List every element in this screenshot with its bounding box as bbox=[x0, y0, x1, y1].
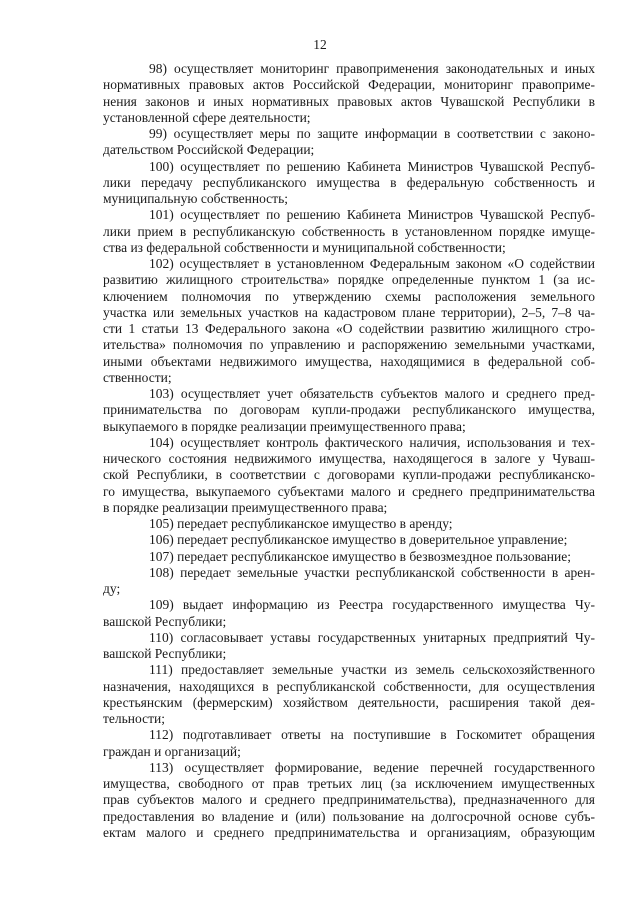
text-line: 107) передает республиканское имущество в безвозмездное пользование; bbox=[149, 548, 571, 564]
paragraph bbox=[103, 256, 595, 386]
text-line: нического состояния недвижимого имущества, находящегося в залоге у Чуваш- bbox=[103, 451, 595, 466]
text-line: иными объектами недвижимого имущества, находящимися в федеральной соб- bbox=[103, 353, 595, 369]
text-line: лики передачу республиканского имущества в федеральную собственность и bbox=[103, 174, 595, 190]
text-line: развитию жилищного строительства» порядке определенные пунктом 1 (за ис- bbox=[103, 272, 595, 288]
text-line: выкупаемого в порядке реализации преимущественного права; bbox=[103, 418, 466, 434]
text-line: 111) предоставляет земельные участки из земель сельскохозяйственного bbox=[149, 662, 595, 678]
text-line: 104) осуществляет контроль фактического наличия, использования и тех- bbox=[149, 434, 595, 450]
text-line: 103) осуществляет учет обязательств субъектов малого и среднего пред- bbox=[149, 386, 595, 401]
document-body bbox=[103, 61, 595, 841]
text-line: сти 1 статьи 13 Федерального закона «О содействии развитию жилищного стро- bbox=[103, 321, 595, 336]
text-line: ектам малого и среднего предпринимательства и организациям, образующим bbox=[103, 824, 595, 840]
text-line: ду; bbox=[103, 581, 121, 596]
text-line: нения законов и иных нормативных правовых актов Чувашской Республики в bbox=[103, 93, 595, 109]
paragraph bbox=[103, 630, 595, 663]
text-line: 112) подготавливает ответы на поступившие в Госкомитет обращения bbox=[149, 727, 595, 743]
text-line: вашской Республики; bbox=[103, 646, 227, 661]
text-line: имущества, свободного от прав третьих лиц (за исключением имущественных bbox=[103, 776, 595, 791]
text-line: прав субъектов малого и среднего предпринимательства), предназначенного для bbox=[103, 792, 595, 808]
paragraph bbox=[103, 662, 595, 727]
paragraph bbox=[103, 565, 595, 598]
text-line: 101) осуществляет по решению Кабинета Министров Чувашской Респуб- bbox=[149, 207, 595, 223]
text-line: ственности; bbox=[103, 369, 172, 385]
text-line: 108) передает земельные участки республиканской собственности в арен- bbox=[149, 564, 595, 580]
text-line: 100) осуществляет по решению Кабинета Министров Чувашской Респуб- bbox=[149, 158, 595, 174]
text-line: тельности; bbox=[103, 711, 165, 726]
text-line: 102) осуществляет в установленном Федеральным законом «О содействии bbox=[149, 256, 595, 271]
paragraph bbox=[103, 760, 595, 841]
text-line: лики прием в республиканскую собственность в установленном порядке имуще- bbox=[103, 223, 595, 239]
text-line: вашской Республики; bbox=[103, 613, 227, 629]
text-line: крестьянским (фермерским) хозяйством деятельности, расширения такой дея- bbox=[103, 694, 595, 710]
paragraph bbox=[103, 516, 595, 532]
paragraph bbox=[103, 597, 595, 630]
text-line: го имущества, выкупаемого субъектами малого и среднего предпринимательства bbox=[103, 483, 595, 499]
text-line: принимательства по договорам купли-продажи республиканского имущества, bbox=[103, 402, 595, 418]
text-line: ской Республики, в соответствии с договорами купли-продажи республиканско- bbox=[103, 467, 595, 483]
text-line: установленной сфере деятельности; bbox=[103, 109, 311, 125]
text-line: 105) передает республиканское имущество в аренду; bbox=[149, 516, 453, 531]
text-line: 98) осуществляет мониторинг правоприменения законодательных и иных bbox=[149, 61, 595, 76]
paragraph bbox=[103, 727, 595, 760]
text-line: 106) передает республиканское имущество в доверительное управление; bbox=[149, 532, 568, 548]
text-line: 110) согласовывает уставы государственных унитарных предприятий Чу- bbox=[149, 629, 595, 645]
text-line: предоставления во владение и (или) пользование на долгосрочной основе субъ- bbox=[103, 808, 595, 824]
paragraph bbox=[103, 126, 595, 159]
text-line: в порядке реализации преимущественного права; bbox=[103, 499, 388, 515]
text-line: 99) осуществляет меры по защите информации в соответствии с законо- bbox=[149, 126, 595, 141]
paragraph bbox=[103, 435, 595, 516]
paragraph bbox=[103, 159, 595, 208]
text-line: граждан и организаций; bbox=[103, 743, 241, 759]
text-line: ства из федеральной собственности и муниципальной собственности; bbox=[103, 239, 506, 255]
text-line: ключением полномочия по утверждению схемы расположения земельного bbox=[103, 288, 595, 304]
paragraph bbox=[103, 532, 595, 548]
text-line: ительства» полномочия по управлению и распоряжению земельными участками, bbox=[103, 337, 595, 353]
text-line: 109) выдает информацию из Реестра государственного имущества Чу- bbox=[149, 597, 595, 613]
paragraph bbox=[103, 207, 595, 256]
paragraph bbox=[103, 549, 595, 565]
text-line: муниципальную собственность; bbox=[103, 191, 288, 206]
text-line: нормативных правовых актов Российской Федерации, мониторинг правоприме- bbox=[103, 77, 595, 93]
text-line: назначения, находящихся в республиканской собственности, для осуществления bbox=[103, 678, 595, 694]
page-number: 12 bbox=[313, 37, 327, 52]
text-line: участка или земельных участков на кадастровом плане территории), 2–5, 7–8 ча- bbox=[103, 304, 595, 320]
paragraph bbox=[103, 61, 595, 126]
text-line: 113) осуществляет формирование, ведение перечней государственного bbox=[149, 759, 595, 775]
paragraph bbox=[103, 386, 595, 435]
text-line: дательством Российской Федерации; bbox=[103, 142, 315, 158]
